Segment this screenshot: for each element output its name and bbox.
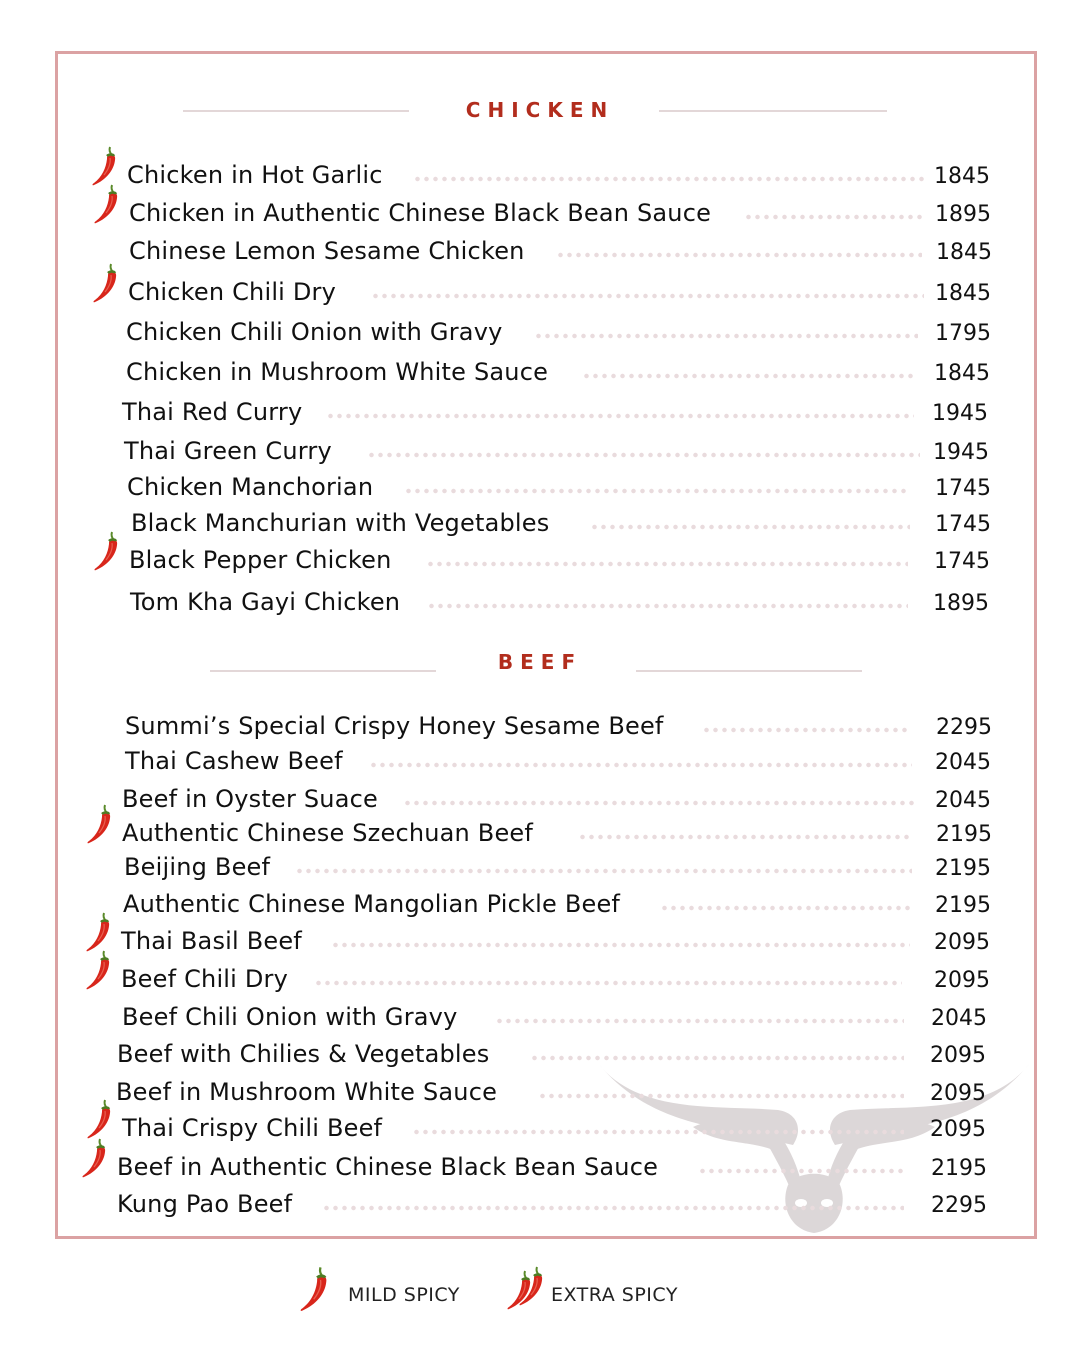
menu-item-row (0, 397, 1080, 433)
menu-item-row (0, 277, 1080, 313)
mild-chili-icon (86, 1097, 116, 1141)
dotted-leader (698, 1168, 904, 1174)
dotted-leader (331, 942, 910, 948)
item-name: Beijing Beef (124, 853, 271, 881)
item-name: Thai Basil Beef (121, 927, 302, 955)
menu-item-row (0, 317, 1080, 353)
menu-item-row (0, 818, 1080, 854)
menu-item-row (0, 436, 1080, 472)
dotted-leader (371, 293, 924, 299)
menu-item-row (0, 784, 1080, 820)
mild-chili-icon (93, 182, 123, 226)
item-name: Chicken in Authentic Chinese Black Bean Sauce (129, 199, 712, 227)
item-name: Kung Pao Beef (117, 1190, 293, 1218)
menu-item-row (0, 472, 1080, 508)
item-name: Tom Kha Gayi Chicken (130, 588, 401, 616)
dotted-leader (702, 727, 908, 733)
item-price: 2095 (934, 968, 990, 993)
item-name: Beef in Authentic Chinese Black Bean Sauce (117, 1153, 659, 1181)
mild-chili-icon (81, 1136, 111, 1180)
item-price: 1795 (935, 321, 991, 346)
dotted-leader (404, 488, 906, 494)
item-name: Summi’s Special Crispy Honey Sesame Beef (125, 712, 664, 740)
legend-mild-label: MILD SPICY (348, 1284, 460, 1306)
item-name: Thai Red Curry (122, 398, 303, 426)
dotted-leader (590, 524, 910, 530)
dotted-leader (413, 176, 924, 182)
dotted-leader (426, 561, 908, 567)
item-price: 1895 (935, 202, 991, 227)
item-price: 1845 (935, 281, 991, 306)
dotted-leader (578, 834, 910, 840)
menu-item-row (0, 1189, 1080, 1225)
menu-item-row (0, 711, 1080, 747)
item-name: Chinese Lemon Sesame Chicken (129, 237, 525, 265)
menu-item-row (0, 1002, 1080, 1038)
item-price: 1845 (936, 240, 992, 265)
dotted-leader (367, 452, 920, 458)
dotted-leader (582, 373, 916, 379)
section-title: BEEF (497, 650, 583, 674)
menu-item-row (0, 852, 1080, 888)
item-price: 2095 (934, 930, 990, 955)
item-price: 1895 (933, 591, 989, 616)
dotted-leader (314, 980, 902, 986)
dotted-leader (660, 905, 910, 911)
section-heading-beef (0, 650, 1080, 680)
mild-chili-icon (85, 948, 115, 992)
mild-chili-icon (92, 261, 122, 305)
dotted-leader (295, 868, 912, 874)
item-name: Chicken Chili Onion with Gravy (126, 318, 503, 346)
section-title: CHICKEN (465, 98, 615, 122)
dotted-leader (530, 1055, 904, 1061)
menu-item-row (0, 508, 1080, 544)
menu-item-row (0, 964, 1080, 1000)
item-name: Chicken in Hot Garlic (127, 161, 383, 189)
item-price: 2045 (935, 788, 991, 813)
spice-legend (0, 1262, 1080, 1322)
item-price: 1745 (935, 476, 991, 501)
item-price: 2045 (935, 750, 991, 775)
dotted-leader (534, 333, 918, 339)
legend-extra-label: EXTRA SPICY (551, 1284, 678, 1306)
item-name: Authentic Chinese Szechuan Beef (122, 819, 534, 847)
item-name: Chicken Chili Dry (128, 278, 337, 306)
menu-item-row (0, 1039, 1080, 1075)
menu-item-row (0, 160, 1080, 196)
item-price: 1945 (933, 440, 989, 465)
item-price: 2095 (930, 1043, 986, 1068)
menu-item-row (0, 545, 1080, 581)
item-price: 2095 (930, 1081, 986, 1106)
menu-item-row (0, 889, 1080, 925)
item-price: 2195 (931, 1156, 987, 1181)
item-price: 1745 (935, 512, 991, 537)
item-name: Beef in Mushroom White Sauce (116, 1078, 498, 1106)
item-name: Thai Cashew Beef (125, 747, 343, 775)
menu-item-row (0, 1113, 1080, 1149)
item-price: 2195 (935, 856, 991, 881)
menu-item-row (0, 746, 1080, 782)
dotted-leader (403, 800, 916, 806)
mild-chili-icon (298, 1264, 334, 1314)
item-price: 2095 (930, 1117, 986, 1142)
item-price: 2045 (931, 1006, 987, 1031)
dotted-leader (538, 1093, 904, 1099)
menu-item-row (0, 236, 1080, 272)
dotted-leader (427, 603, 908, 609)
item-name: Thai Crispy Chili Beef (122, 1114, 383, 1142)
item-name: Chicken in Mushroom White Sauce (126, 358, 549, 386)
item-price: 2195 (936, 822, 992, 847)
mild-chili-icon (86, 802, 116, 846)
menu-item-row (0, 1152, 1080, 1188)
dotted-leader (744, 214, 924, 220)
item-price: 1945 (932, 401, 988, 426)
item-name: Chicken Manchorian (127, 473, 374, 501)
menu-item-row (0, 357, 1080, 393)
item-price: 1845 (934, 164, 990, 189)
item-name: Beef with Chilies & Vegetables (117, 1040, 490, 1068)
item-name: Beef Chili Dry (121, 965, 289, 993)
item-name: Black Pepper Chicken (129, 546, 392, 574)
item-price: 2295 (936, 715, 992, 740)
item-price: 1845 (934, 361, 990, 386)
dotted-leader (322, 1205, 904, 1211)
item-name: Thai Green Curry (124, 437, 332, 465)
item-name: Authentic Chinese Mangolian Pickle Beef (123, 890, 621, 918)
menu-item-row (0, 198, 1080, 234)
heading-rule-right (636, 670, 862, 672)
item-name: Black Manchurian with Vegetables (131, 509, 550, 537)
menu-item-row (0, 926, 1080, 962)
dotted-leader (412, 1129, 904, 1135)
heading-rule-right (659, 110, 887, 112)
item-price: 2295 (931, 1193, 987, 1218)
dotted-leader (369, 762, 912, 768)
dotted-leader (495, 1018, 904, 1024)
item-price: 2195 (935, 893, 991, 918)
dotted-leader (556, 252, 922, 258)
mild-chili-icon (93, 529, 123, 573)
menu-item-row (0, 1077, 1080, 1113)
item-name: Beef Chili Onion with Gravy (122, 1003, 458, 1031)
dotted-leader (326, 413, 914, 419)
item-price: 1745 (934, 549, 990, 574)
item-name: Beef in Oyster Suace (122, 785, 378, 813)
extra-spicy-chili-icon (504, 1264, 554, 1318)
menu-item-row (0, 587, 1080, 623)
section-heading-chicken (0, 98, 1080, 128)
